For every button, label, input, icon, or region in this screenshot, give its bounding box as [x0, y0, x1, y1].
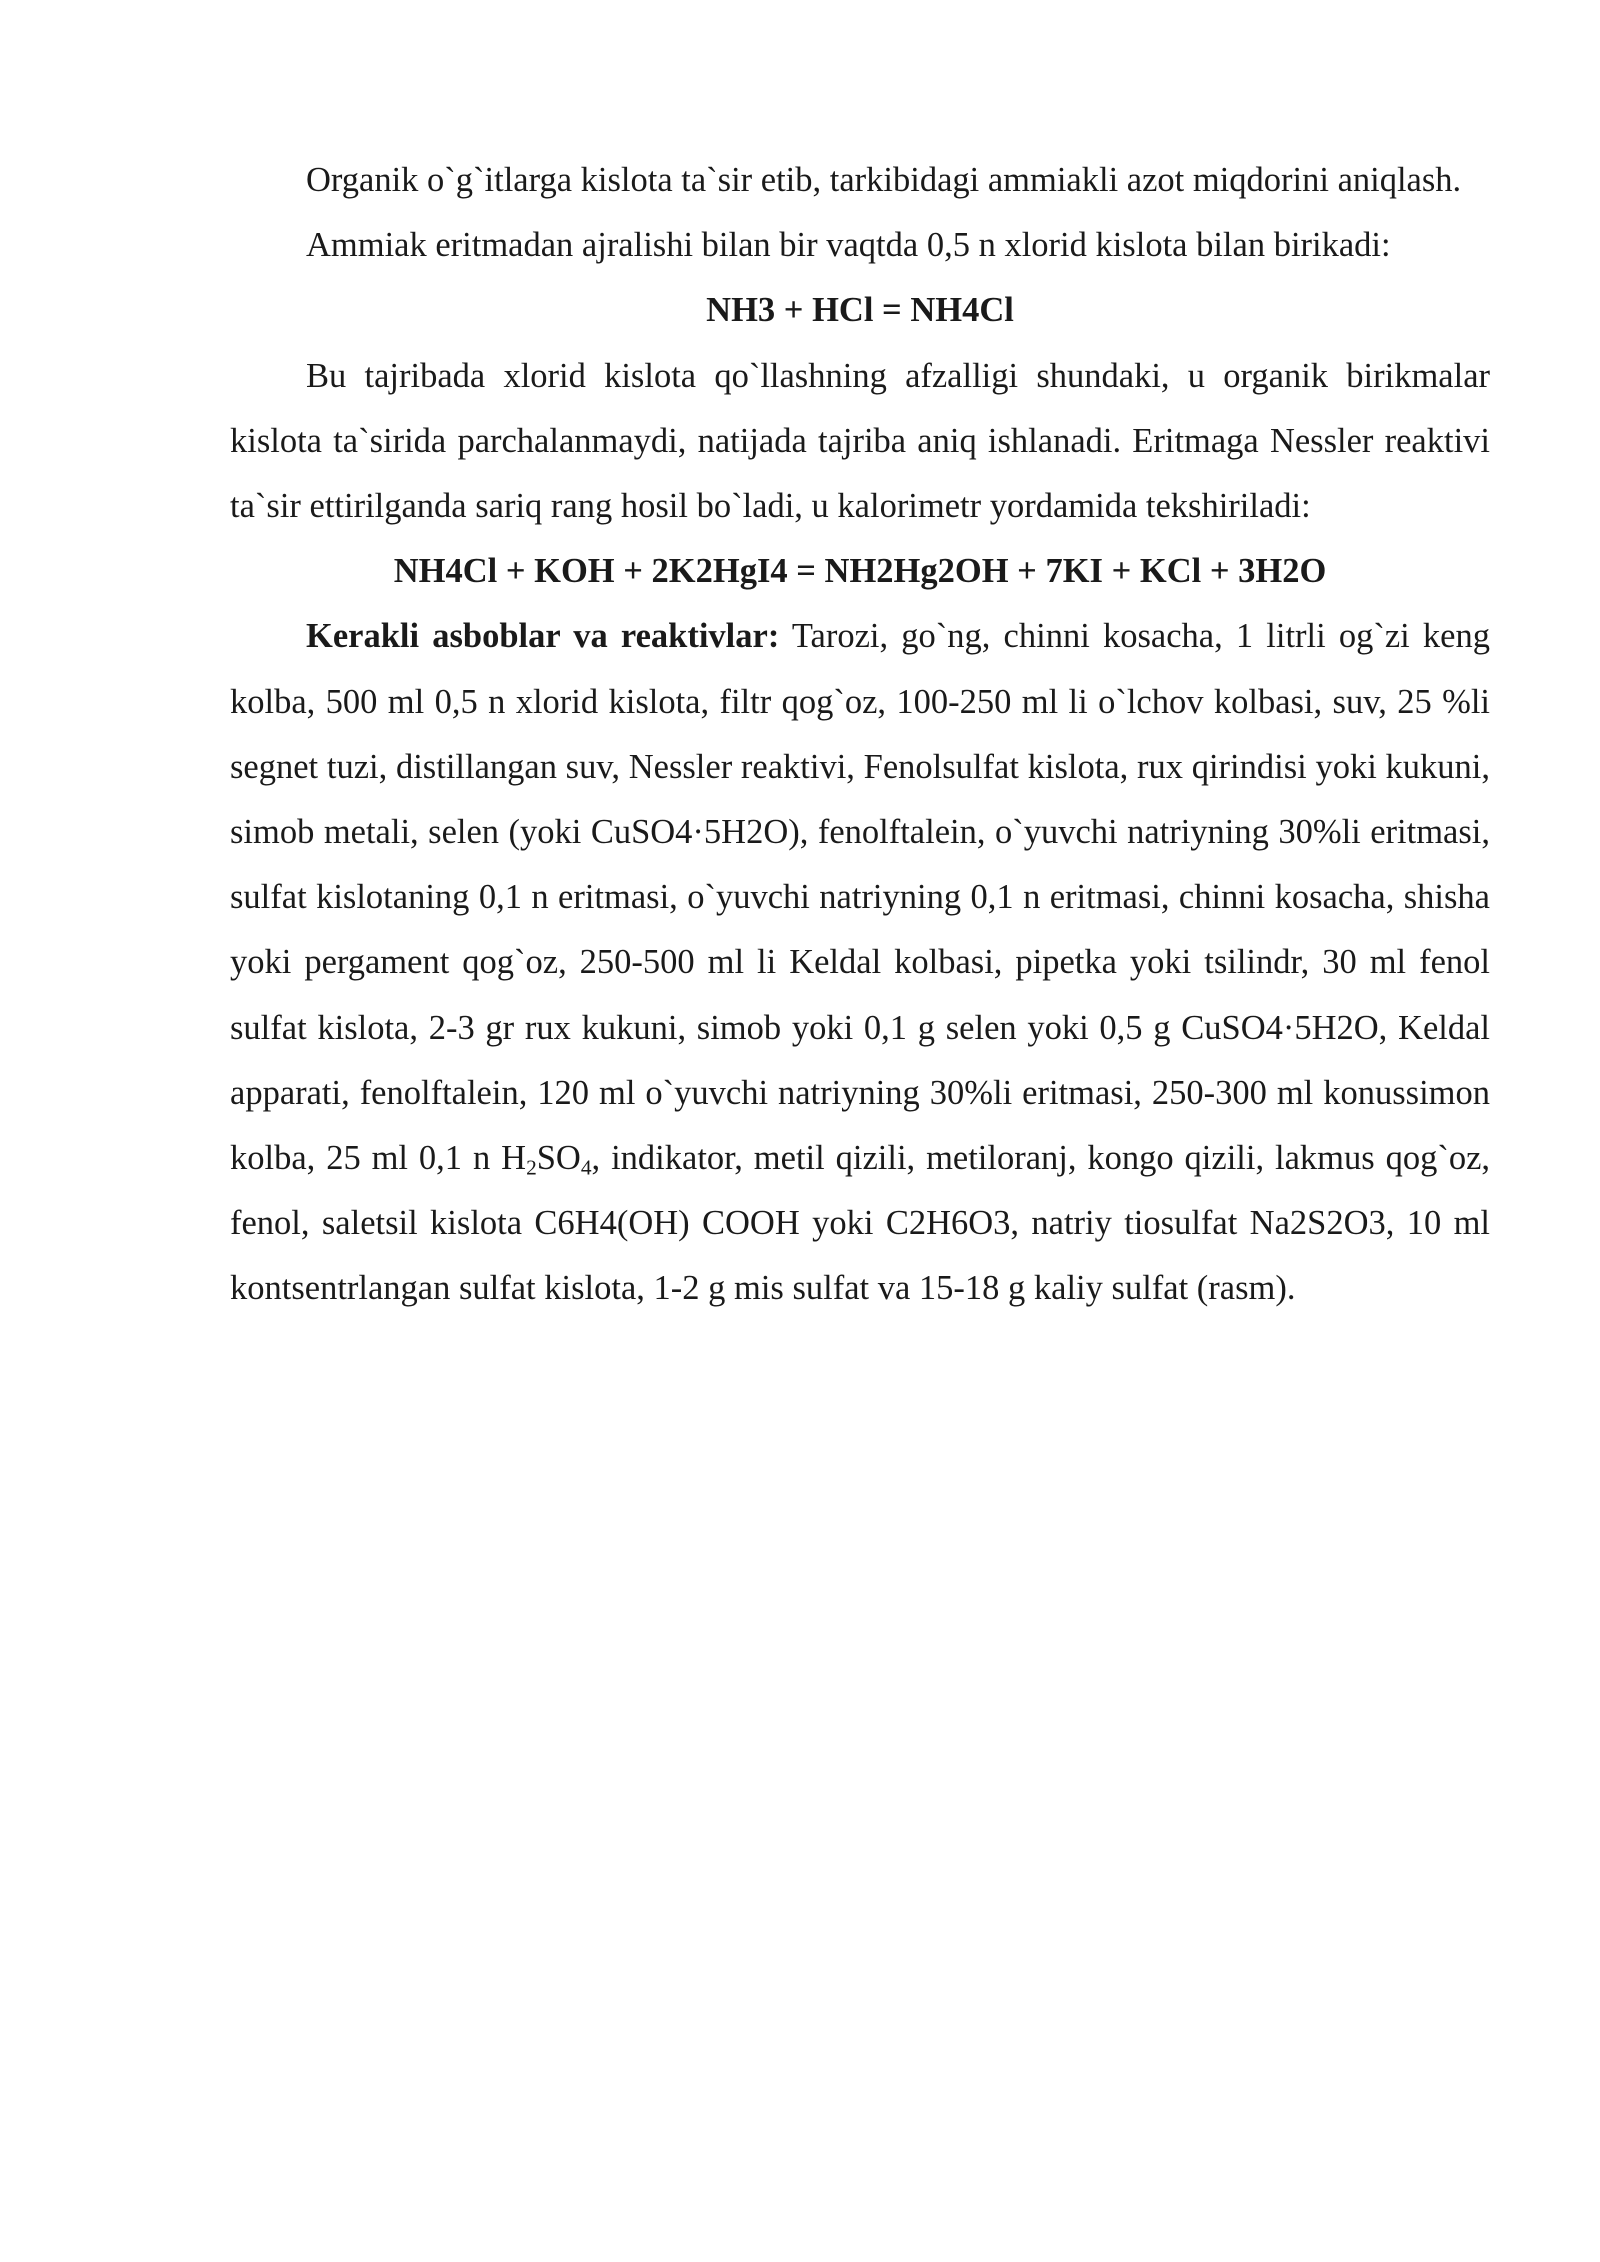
subscript-2: 2	[526, 1155, 537, 1180]
equation-nessler-reaction: NH4Cl + KOH + 2K2HgI4 = NH2Hg2OH + 7KI + KCl + 3H2O	[393, 552, 1327, 591]
equipment-heading: Kerakli asboblar va reaktivlar:	[306, 617, 780, 656]
equipment-text-part-3: , indikator, metil qizili, metiloranj, kongo qizili, lakmus qog`oz, fenol, saletsil kislota C6H4(OH) COOH yoki C2H6O3, natriy tiosulfat Na2S2O3, 10 ml kontsentrlangan sulfat kislota, 1-2 g mis sulfat va 15-18 g kaliy sulfat (rasm).	[230, 1139, 1491, 1308]
equation-ammonium-chloride: NH3 + HCl = NH4Cl	[706, 291, 1014, 330]
paragraph-ammonia: Ammiak eritmadan ajralishi bilan bir vaqtda 0,5 n xlorid kislota bilan birikadi:	[306, 226, 1391, 265]
paragraph-intro: Organik o`g`itlarga kislota ta`sir etib, tarkibidagi ammiakli azot miqdorini aniqlash.	[306, 161, 1462, 199]
document-page	[230, 148, 1490, 1322]
paragraph-equipment	[230, 604, 1490, 1321]
equipment-text-part-2: SO	[536, 1139, 581, 1178]
paragraph-nessler: Bu tajribada xlorid kislota qo`llashning afzalligi shundaki, u organik birikmalar kislota ta`sirida parchalanmaydi, natijada tajriba aniq ishlanadi. Eritmaga Nessler reaktivi ta`sir ettirilganda sariq rang hosil bo`ladi, u kalorimetr yordamida tekshiriladi:	[230, 356, 1490, 526]
equipment-text-part-1: Tarozi, go`ng, chinni kosacha, 1 litrli og`zi keng kolba, 500 ml 0,5 n xlorid kislota, filtr qog`oz, 100-250 ml li o`lchov kolbasi, suv, 25 %li segnet tuzi, distillangan suv, Nessler reaktivi, Fenolsulfat kislota, rux qirindisi yoki kukuni, simob metali, selen (yoki CuSO4·5H2O), fenolftalein, o`yuvchi natriyning 30%li eritmasi, sulfat kislotaning 0,1 n eritmasi, o`yuvchi natriyning 0,1 n eritmasi, chinni kosacha, shisha yoki pergament qog`oz, 250-500 ml li Keldal kolbasi, pipetka yoki tsilindr, 30 ml fenol sulfat kislota, 2-3 gr rux kukuni, simob yoki 0,1 g selen yoki 0,5 g CuSO4·5H2O, Keldal apparati, fenolftalein, 120 ml o`yuvchi natriyning 30%li eritmasi, 250-300 ml konussimon kolba, 25 ml 0,1 n H	[230, 617, 1490, 1178]
subscript-4: 4	[580, 1155, 592, 1180]
